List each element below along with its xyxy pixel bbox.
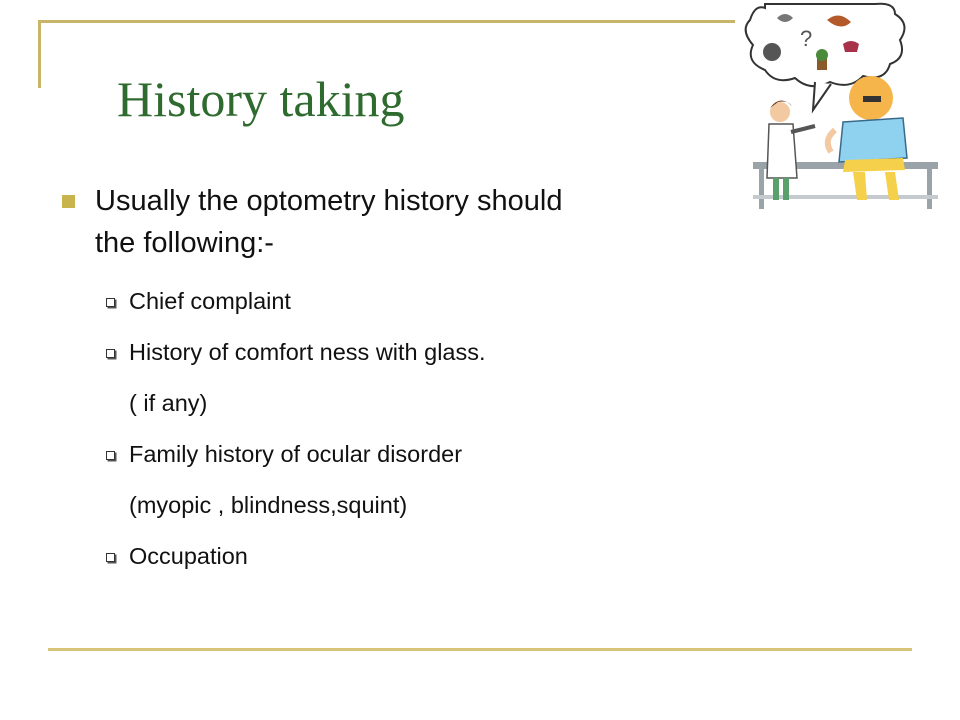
top-frame-line <box>38 20 738 23</box>
bottom-frame-line <box>48 648 912 651</box>
list-item <box>60 429 760 480</box>
square-bullet-icon <box>62 195 75 208</box>
list-item-text: Occupation <box>129 543 248 569</box>
left-frame-line <box>38 20 41 88</box>
list-item-continuation: ( if any) <box>129 390 208 416</box>
list-item-text: History of comfort ness with glass. <box>129 339 486 365</box>
main-bullet-line1: Usually the optometry history should <box>95 185 563 217</box>
main-bullet-line2: the following:- <box>95 227 274 259</box>
list-item <box>60 327 760 378</box>
sub-bullet-list <box>60 276 760 582</box>
list-item <box>60 276 760 327</box>
slide-body <box>60 180 760 582</box>
svg-text:?: ? <box>800 26 813 51</box>
list-item-text: Chief complaint <box>129 288 291 314</box>
hollow-square-bullet-icon <box>106 553 115 562</box>
list-item-continuation: (myopic , blindness,squint) <box>129 492 408 518</box>
hollow-square-bullet-icon <box>106 298 115 307</box>
doctor-patient-clipart-icon <box>735 0 960 220</box>
main-bullet <box>60 180 760 264</box>
hollow-square-bullet-icon <box>106 349 115 358</box>
hollow-square-bullet-icon <box>106 451 115 460</box>
slide-title: History taking <box>117 71 405 127</box>
list-item <box>60 531 760 582</box>
list-item-text: Family history of ocular disorder <box>129 441 463 467</box>
